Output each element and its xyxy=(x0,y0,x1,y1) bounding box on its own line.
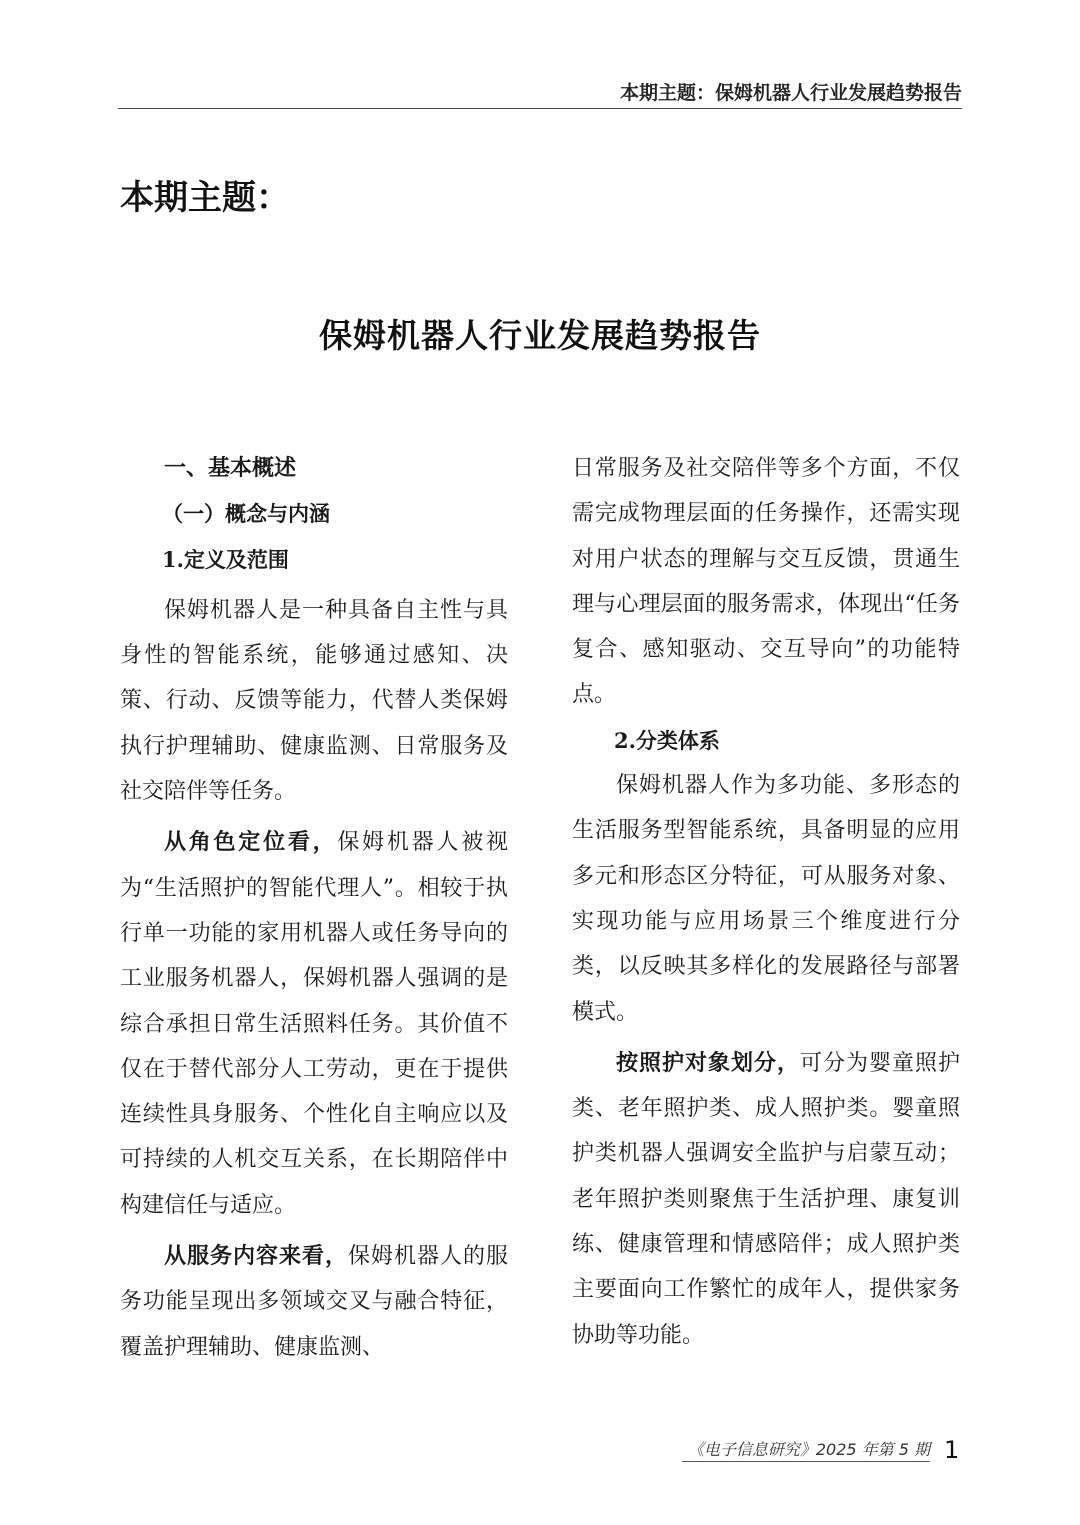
paragraph-service xyxy=(120,1234,508,1370)
paragraph-care-target-lead: 按照护对象划分， xyxy=(616,1049,800,1076)
paragraph-classification: 保姆机器人作为多功能、多形态的生活服务型智能系统，具备明显的应用多元和形态区分特征，可从服务对象、实现功能与应用场景三个维度进行分类，以反映其多样化的发展路径与部署模式。 xyxy=(572,773,960,1025)
footer-underline xyxy=(682,1461,930,1462)
section-label: 本期主题： xyxy=(120,178,290,218)
heading-basic-overview: 一、基本概述 xyxy=(164,455,297,481)
heading-concept: （一）概念与内涵 xyxy=(162,501,330,527)
paragraph-care-target-body: 可分为婴童照护类、老年照护类、成人照护类。婴童照护类机器人强调安全监护与启蒙互动；老年照护类则聚焦于生活护理、康复训练、健康管理和情感陪伴；成人照护类主要面向工作繁忙的成年人，提供家务协助等功能。 xyxy=(572,1050,960,1348)
paragraph-role xyxy=(120,820,508,1228)
right-column xyxy=(572,446,960,1358)
paragraph-service-body: 保姆机器人的服务功能呈现出多领域交叉与融合特征，覆盖护理辅助、健康监测、 xyxy=(120,1244,508,1360)
running-head: 本期主题：保姆机器人行业发展趋势报告 xyxy=(619,82,962,104)
heading-definition: 1.定义及范围 xyxy=(162,546,289,572)
footer-journal: 《电子信息研究》2025 年第 5 期 xyxy=(687,1440,930,1459)
heading-classification: 2.分类体系 xyxy=(614,727,720,753)
paragraph-role-lead: 从角色定位看， xyxy=(164,829,338,856)
header-divider xyxy=(118,108,962,109)
page-number: 1 xyxy=(944,1436,960,1464)
article-title: 保姆机器人行业发展趋势报告 xyxy=(319,316,761,355)
paragraph-service-continued: 日常服务及社交陪伴等多个方面，不仅需完成物理层面的任务操作，还需实现对用户状态的理解与交互反馈，贯通生理与心理层面的服务需求，体现出“任务复合、感知驱动、交互导向”的功能特点。 xyxy=(572,456,960,708)
paragraph-care-target xyxy=(572,1041,960,1358)
paragraph-service-lead: 从服务内容来看， xyxy=(164,1243,348,1270)
paragraph-definition: 保姆机器人是一种具备自主性与具身性的智能系统，能够通过感知、决策、行动、反馈等能力，代替人类保姆执行护理辅助、健康监测、日常服务及社交陪伴等任务。 xyxy=(120,597,508,805)
paragraph-role-body: 保姆机器人被视为“生活照护的智能代理人”。相较于执行单一功能的家用机器人或任务导向的工业服务机器人，保姆机器人强调的是综合承担日常生活照料任务。其价值不仅在于替代部分人工劳动，更在于提供连续性具身服务、个性化自主响应以及可持续的人机交互关系，在长期陪伴中构建信任与适应。 xyxy=(120,830,508,1218)
left-column xyxy=(120,446,508,1370)
